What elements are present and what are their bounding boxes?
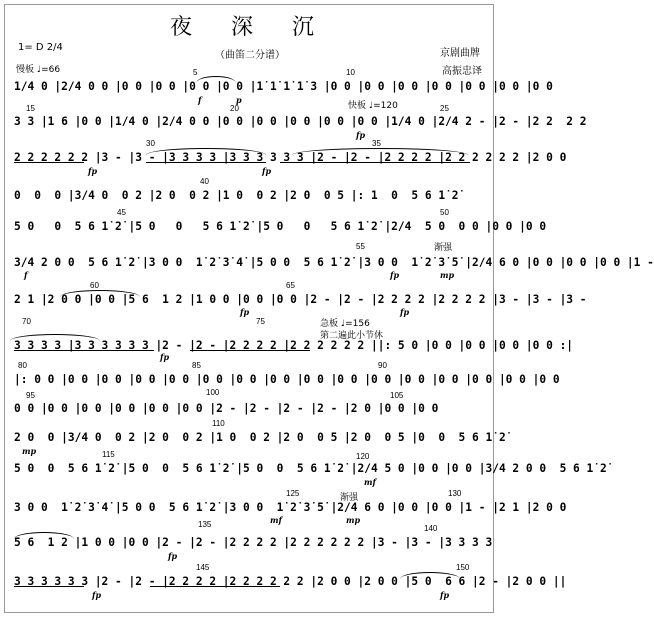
dynamic-mark: fp — [160, 352, 170, 362]
beam-line — [14, 162, 84, 163]
measure-number: 135 — [198, 520, 212, 529]
notation-row: 5 0 0 5 6 1̇ 2̇ |5 0 0 5 6 1̇ 2̇ |5 0 0 5 6 1̇ 2̇ |2/4 5 0 0 0 |0 0 |0 0 — [14, 220, 547, 233]
measure-number: 130 — [448, 489, 462, 498]
tempo-slow: 慢板 ♩=66 — [16, 65, 61, 75]
notation-row: |: 0 0 |0 0 |0 0 |0 0 |0 0 |0 0 |0 0 |0 0 |0 0 |0 0 |0 0 |0 0 |0 0 |0 0 |0 0 |0 0 — [14, 373, 560, 386]
measure-number: 25 — [440, 104, 449, 113]
tempo-fast: 快板 ♩=120 — [348, 101, 398, 111]
notation-row: 3 3 |1 6 |0 0 |1/4 0 |2/4 0 0 |0 0 |0 0 |0 0 |0 0 |0 0 |1/4 0 |2/4 2 - |2 - |2 2 2 2 — [14, 115, 587, 128]
measure-number: 45 — [117, 208, 126, 217]
dynamic-mark: fp — [262, 166, 272, 176]
dynamic-mark: fp — [88, 166, 98, 176]
beam-line — [280, 162, 470, 163]
slur — [146, 148, 266, 155]
genre-label: 京剧曲牌 — [440, 48, 480, 59]
slur — [14, 532, 74, 539]
slur — [60, 290, 140, 297]
measure-number: 75 — [256, 317, 265, 326]
page-subtitle: （曲笛二分谱） — [215, 50, 285, 61]
repeat-note: 第二遍此小节休 — [320, 331, 384, 341]
measure-number: 10 — [346, 68, 355, 77]
notation-row: 3 0 0 1̇ 2̇ 3̇ 4̇ |5 0 0 5 6 1̇ 2̇ |3 0 0 1̇ 2̇ 3̇ 5̇ |2/4 6 0 |0 0 |0 0 |1 - |2 1 |2 0 0 — [14, 501, 567, 514]
key-signature: 1= D 2/4 — [18, 42, 63, 53]
page-title: 夜 深 沉 — [170, 15, 330, 40]
dynamic-mark: p — [236, 95, 242, 105]
notation-row: 3 3 3 3 3 3 |2 - |2 - |2 2 2 2 |2 2 2 2 2 2 |2 0 0 |2 0 0 |5 0 6 6 |2 - |2 0 0 || — [14, 575, 567, 588]
measure-number: 100 — [206, 388, 220, 397]
slur — [292, 148, 468, 155]
slur — [10, 334, 100, 341]
crescendo-mark-2: 渐强 — [340, 493, 359, 503]
measure-number: 65 — [286, 281, 295, 290]
slur — [400, 572, 460, 579]
notation-row: 0 0 0 |3/4 0 0 2 |2 0 0 2 |1 0 0 2 |2 0 0 5 |: 1 0 5 6 1̇ 2̇ — [14, 189, 459, 202]
measure-number: 80 — [18, 361, 27, 370]
dynamic-mark: fp — [400, 307, 410, 317]
dynamic-mark: mp — [346, 515, 361, 525]
dynamic-mark: fp — [92, 590, 102, 600]
crescendo-mark: 渐强 — [434, 243, 453, 253]
measure-number: 35 — [372, 139, 381, 148]
measure-number: 15 — [26, 104, 35, 113]
beam-line — [14, 586, 84, 587]
notation-row: 1/4 0 |2/4 0 0 |0 0 |0 0 |0 0 |0 0 |1̇ 1̇ 1̇ 1̇ 3 |0 0 |0 0 |0 0 |0 0 |0 0 |0 0 |0 0 — [14, 80, 553, 93]
notation-row: 2 0 0 |3/4 0 0 2 |2 0 0 2 |1 0 0 2 |2 0 0 5 |2 0 0 5 |0 0 5 6 1̇ 2̇ — [14, 431, 506, 444]
measure-number: 30 — [146, 139, 155, 148]
measure-number: 115 — [102, 450, 115, 459]
dynamic-mark: f — [24, 270, 28, 280]
dynamic-mark: fp — [356, 130, 366, 140]
notation-row: 5 0 0 5 6 1̇ 2̇ |5 0 0 5 6 1̇ 2̇ |5 0 0 5 6 1̇ 2̇ |2/4 5 0 |0 0 |0 0 |3/4 2 0 0 5 6 1̇ 2̇ — [14, 462, 607, 475]
dynamic-mark: mf — [364, 477, 376, 487]
dynamic-mark: fp — [440, 590, 450, 600]
slur — [196, 76, 236, 83]
measure-number: 40 — [200, 177, 209, 186]
measure-number: 85 — [192, 361, 201, 370]
beam-line — [14, 350, 154, 351]
dynamic-mark: mf — [270, 515, 282, 525]
measure-number: 125 — [286, 489, 300, 498]
dynamic-mark: mp — [22, 446, 37, 456]
measure-number: 95 — [26, 391, 35, 400]
notation-row: 2 2 2 2 2 2 |3 - |3 - |3 3 3 3 |3 3 3 3 3 3 |2 - |2 - |2 2 2 2 |2 2 2 2 2 2 |2 0 0 — [14, 151, 567, 164]
measure-number: 90 — [378, 361, 387, 370]
beam-line — [150, 586, 280, 587]
notation-row: 5 6 1 2 |1 0 0 |0 0 |2 - |2 - |2 2 2 2 |2 2 2 2 2 2 |3 - |3 - |3 3 3 3 — [14, 536, 493, 549]
measure-number: 55 — [356, 242, 365, 251]
measure-number: 150 — [456, 563, 470, 572]
measure-number: 50 — [440, 208, 449, 217]
dynamic-mark: fp — [240, 307, 250, 317]
measure-number: 110 — [212, 419, 225, 428]
beam-line — [146, 162, 266, 163]
notation-row: 3 3 3 3 |3 3 3 3 3 3 |2 - |2 - |2 2 2 2 |2 2 2 2 2 2 ||: 5 0 |0 0 |0 0 |0 0 |0 0 :| — [14, 339, 574, 352]
dynamic-mark: fp — [168, 551, 178, 561]
measure-number: 70 — [22, 317, 31, 326]
tempo-presto: 急板 ♩=156 — [320, 319, 370, 329]
notation-row: 0 0 |0 0 |0 0 |0 0 |0 0 |0 0 |2 - |2 - |2 - |2 - |2 0 |0 0 |0 0 — [14, 402, 439, 415]
measure-number: 20 — [230, 104, 239, 113]
measure-number: 105 — [390, 391, 404, 400]
measure-number: 5 — [193, 68, 198, 77]
notation-row: 2 1 |2 0 0 |0 0 |5 6 1 2 |1 0 0 |0 0 |0 0 |2 - |2 - |2 2 2 2 |2 2 2 2 |3 - |3 - |3 - — [14, 293, 587, 306]
measure-number: 140 — [424, 524, 438, 533]
dynamic-mark: mp — [440, 270, 455, 280]
notation-row: 3/4 2 0 0 5 6 1̇ 2̇ |3 0 0 1̇ 2̇ 3̇ 4̇ |5 0 0 5 6 1̇ 2̇ |3 0 0 1̇ 2̇ 3̇ 5̇ |2/4 6 0 |0 0 |0 0 |0 0 |1 - — [14, 256, 654, 269]
arranger-label: 高振忠译 — [442, 66, 482, 77]
dynamic-mark: fp — [390, 270, 400, 280]
beam-line — [190, 350, 310, 351]
dynamic-mark: f — [198, 95, 202, 105]
measure-number: 60 — [90, 281, 99, 290]
measure-number: 120 — [356, 452, 370, 461]
measure-number: 145 — [196, 563, 210, 572]
